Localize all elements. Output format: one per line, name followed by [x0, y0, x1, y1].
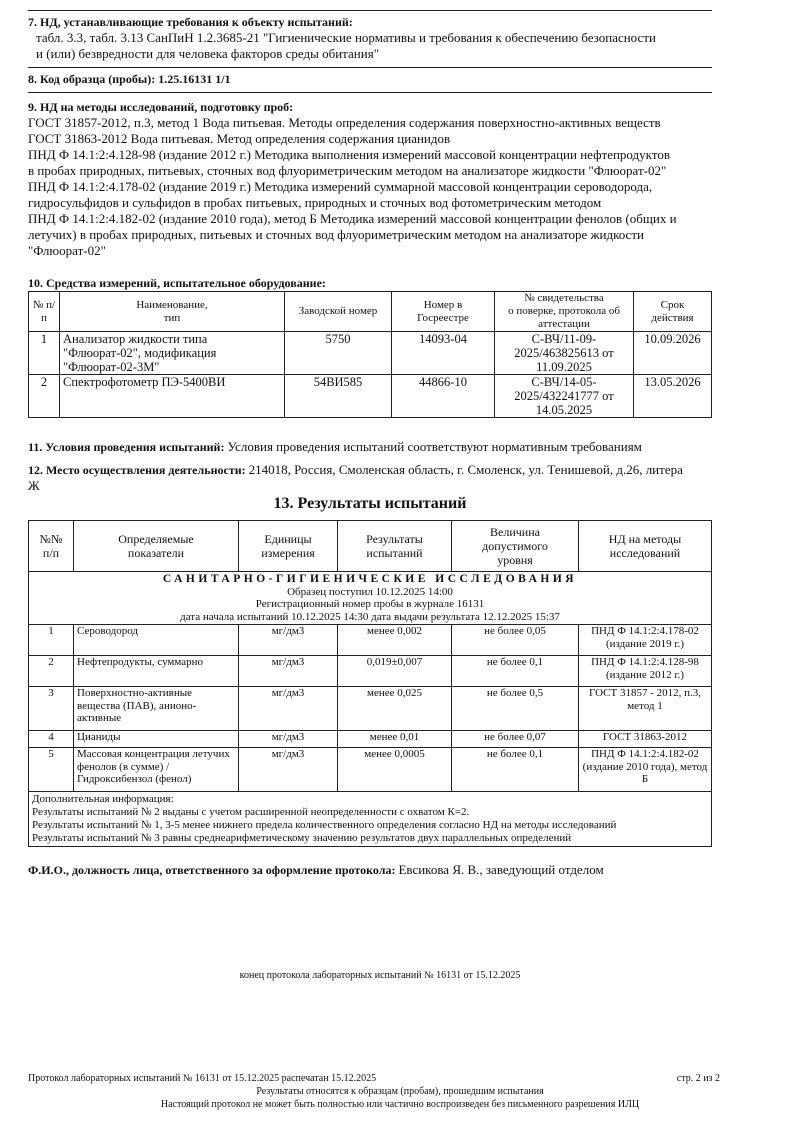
additional-info-heading: Дополнительная информация: [32, 793, 174, 805]
method-line: ГОСТ 31857-2012, п.3, метод 1 Вода питьевая. Методы определения содержания поверхностно-активных веществ [28, 115, 661, 130]
section-8-heading: 8. Код образца (пробы): [28, 72, 156, 86]
column-header-text: № свидетельства о поверке, протокола об аттестации [508, 292, 620, 330]
column-header [579, 521, 712, 572]
cell-validity: 13.05.2026 [634, 375, 712, 418]
table-row [29, 375, 712, 418]
sample-info-row [29, 572, 712, 625]
sample-info [29, 572, 712, 625]
equipment-table [28, 291, 712, 418]
results-table [28, 520, 712, 847]
location-text: 214018, Россия, Смоленская область, г. Смоленск, ул. Тенишевой, д.26, литера [248, 462, 683, 477]
method-line: в пробах природных, питьевых, сточных вод флуориметрическим методом на анализаторе жидкости "Флюорат-02" [28, 163, 667, 178]
column-header [634, 292, 712, 332]
section-11-heading: 11. Условия проведения испытаний: [28, 440, 225, 454]
method-line: ПНД Ф 14.1:2:4.178-02 (издание 2019 г.) Методика измерений суммарной массовой концентрации сероводорода, [28, 179, 653, 194]
page-number: стр. 2 из 2 [676, 1073, 720, 1084]
additional-info [29, 792, 712, 847]
section-7-heading: 7. НД, устанавливающие требования к объекту испытаний: [28, 15, 353, 29]
cell-serial: 5750 [285, 332, 392, 375]
conditions-text: Условия проведения испытаний соответствуют нормативным требованиям [227, 439, 642, 454]
divider [28, 67, 712, 68]
column-header-text: Определяемые показатели [118, 532, 194, 560]
cell-limit: не более 0,1 [452, 656, 579, 687]
method-line: ПНД Ф 14.1:2:4.128-98 (издание 2012 г.) Методика выполнения измерений массовой концентрации нефтепродуктов [28, 147, 670, 162]
responsible-person [28, 862, 712, 878]
cell-index: 4 [29, 731, 74, 748]
cell-result: менее 0,025 [338, 687, 452, 731]
divider [28, 92, 712, 93]
additional-info-row [29, 792, 712, 847]
cell-method: ПНД Ф 14.1:2:4.128-98 (издание 2012 г.) [579, 656, 712, 687]
cell-indicator: Цианиды [74, 731, 239, 748]
table-header-row [29, 292, 712, 332]
cell-limit: не более 0,05 [452, 625, 579, 656]
end-of-protocol: конец протокола лабораторных испытаний № 16131 от 15.12.2025 [239, 970, 521, 981]
cell-registry: 44866-10 [392, 375, 495, 418]
table-header-row [29, 521, 712, 572]
method-line: летучих) в пробах природных, питьевых и сточных вод флуориметрическим методом на анализаторе жидкости [28, 227, 644, 242]
cell-method: ГОСТ 31863-2012 [579, 731, 712, 748]
method-line: ГОСТ 31863-2012 Вода питьевая. Метод определения содержания цианидов [28, 131, 451, 146]
cell-unit: мг/дм3 [239, 687, 338, 731]
table-row [29, 731, 712, 748]
method-line: "Флюорат-02" [28, 243, 106, 258]
column-header-text: №№ п/п [39, 532, 63, 560]
cell-indicator: Массовая концентрация летучих фенолов (в сумме) / Гидроксибензол (фенол) [74, 748, 239, 792]
column-header: Заводской номер [285, 292, 392, 332]
column-header [452, 521, 579, 572]
method-line: ПНД Ф 14.1:2:4.182-02 (издание 2010 года), метод Б Методика измерений массовой концентрации фенолов (общих и [28, 211, 677, 226]
cell-index: 3 [29, 687, 74, 731]
column-header-text: Единицы измерения [261, 532, 315, 560]
cell-result: менее 0,002 [338, 625, 452, 656]
column-header [60, 292, 285, 332]
footer-note: Результаты относятся к образцам (пробам), прошедшим испытания [256, 1086, 544, 1097]
section-7-line: и (или) безвредности для человека факторов среды обитания" [36, 46, 379, 61]
cell-registry: 14093-04 [392, 332, 495, 375]
section-7 [28, 15, 712, 62]
column-header [495, 292, 634, 332]
cell-certificate: С-ВЧ/14-05-2025/432241777 от 14.05.2025 [495, 375, 634, 418]
section-11 [28, 439, 712, 455]
additional-info-line: Результаты испытаний № 3 равны среднеарифметическому значению результатов двух параллельных определений [32, 832, 572, 844]
cell-method: ПНД Ф 14.1:2:4.178-02 (издание 2019 г.) [579, 625, 712, 656]
column-header-text: Номер в Госреестре [417, 298, 469, 324]
cell-indicator: Нефтепродукты, суммарно [74, 656, 239, 687]
column-header-text: НД на методы исследований [608, 532, 682, 560]
column-header [29, 521, 74, 572]
location-text-cont: Ж [28, 478, 40, 493]
cell-limit: не более 0,1 [452, 748, 579, 792]
cell-unit: мг/дм3 [239, 731, 338, 748]
table-row [29, 625, 712, 656]
column-header: № п/п [29, 292, 60, 332]
cell-method: ГОСТ 31857 - 2012, п.3, метод 1 [579, 687, 712, 731]
cell-index: 2 [29, 375, 60, 418]
registration-number: Регистрационный номер пробы в журнале 16131 [255, 598, 485, 610]
cell-limit: не более 0,5 [452, 687, 579, 731]
additional-info-line: Результаты испытаний № 2 выданы с учетом расширенной неопределенности с охватом К=2. [32, 806, 470, 818]
section-12 [28, 462, 712, 494]
cell-unit: мг/дм3 [239, 748, 338, 792]
column-header-text: Результаты испытаний [366, 532, 423, 560]
column-header [239, 521, 338, 572]
column-header [392, 292, 495, 332]
cell-unit: мг/дм3 [239, 625, 338, 656]
cell-limit: не более 0,07 [452, 731, 579, 748]
section-9-heading: 9. НД на методы исследований, подготовку проб: [28, 100, 294, 114]
cell-index: 1 [29, 332, 60, 375]
footer-protocol: Протокол лабораторных испытаний № 16131 от 15.12.2025 распечатан 15.12.2025 [28, 1073, 377, 1084]
column-header-text: Величина допустимого уровня [482, 525, 548, 567]
footer-note: Настоящий протокол не может быть полностью или частично воспроизведен без письменного разрешения ИЛЦ [160, 1099, 640, 1110]
cell-index: 5 [29, 748, 74, 792]
cell-method: ПНД Ф 14.1:2:4.182-02 (издание 2010 года), метод Б [579, 748, 712, 792]
sample-received: Образец поступил 10.12.2025 14:00 [287, 585, 453, 598]
cell-name: Анализатор жидкости типа "Флюорат-02", модификация "Флюорат-02-3М" [60, 332, 285, 375]
table-row [29, 687, 712, 731]
cell-serial: 54ВИ585 [285, 375, 392, 418]
cell-indicator: Сероводород [74, 625, 239, 656]
table-row [29, 332, 712, 375]
top-rule [28, 10, 712, 11]
cell-certificate: С-ВЧ/11-09-2025/463825613 от 11.09.2025 [495, 332, 634, 375]
cell-validity: 10.09.2026 [634, 332, 712, 375]
results-title: 13. Результаты испытаний [273, 495, 467, 512]
cell-indicator: Поверхностно-активные вещества (ПАВ), анионо-активные [74, 687, 239, 731]
column-header-text: Срок действия [651, 298, 694, 324]
sample-code: 1.25.16131 1/1 [158, 72, 231, 86]
section-10-heading: 10. Средства измерений, испытательное оборудование: [28, 276, 326, 290]
table-row [29, 656, 712, 687]
cell-name: Спектрофотометр ПЭ-5400ВИ [60, 375, 285, 418]
column-header [338, 521, 452, 572]
method-line: гидросульфидов и сульфидов в пробах питьевых, природных и сточных вод фотометрическим методом [28, 195, 602, 210]
responsible-label: Ф.И.О., должность лица, ответственного за оформление протокола: [28, 863, 396, 877]
section-12-heading: 12. Место осуществления деятельности: [28, 463, 246, 477]
cell-index: 1 [29, 625, 74, 656]
additional-info-line: Результаты испытаний № 1, 3-5 менее нижнего предела количественного определения согласно НД на методы исследований [32, 819, 617, 831]
section-caption: САНИТАРНО-ГИГИЕНИЧЕСКИЕ ИССЛЕДОВАНИЯ [162, 573, 578, 585]
cell-result: менее 0,01 [338, 731, 452, 748]
table-row [29, 748, 712, 792]
cell-result: 0,019±0,007 [338, 656, 452, 687]
test-dates: дата начала испытаний 10.12.2025 14:30 дата выдачи результата 12.12.2025 15:37 [180, 610, 560, 623]
responsible-name: Евсикова Я. В., заведующий отделом [398, 862, 604, 877]
cell-result: менее 0,0005 [338, 748, 452, 792]
cell-unit: мг/дм3 [239, 656, 338, 687]
section-7-line: табл. 3.3, табл. 3.13 СанПиН 1.2.3685-21 "Гигиенические нормативы и требования к обеспечению безопасности [36, 30, 656, 45]
column-header-text: Наименование, тип [136, 298, 208, 324]
cell-index: 2 [29, 656, 74, 687]
section-8 [28, 72, 712, 87]
section-9 [28, 100, 712, 259]
column-header [74, 521, 239, 572]
